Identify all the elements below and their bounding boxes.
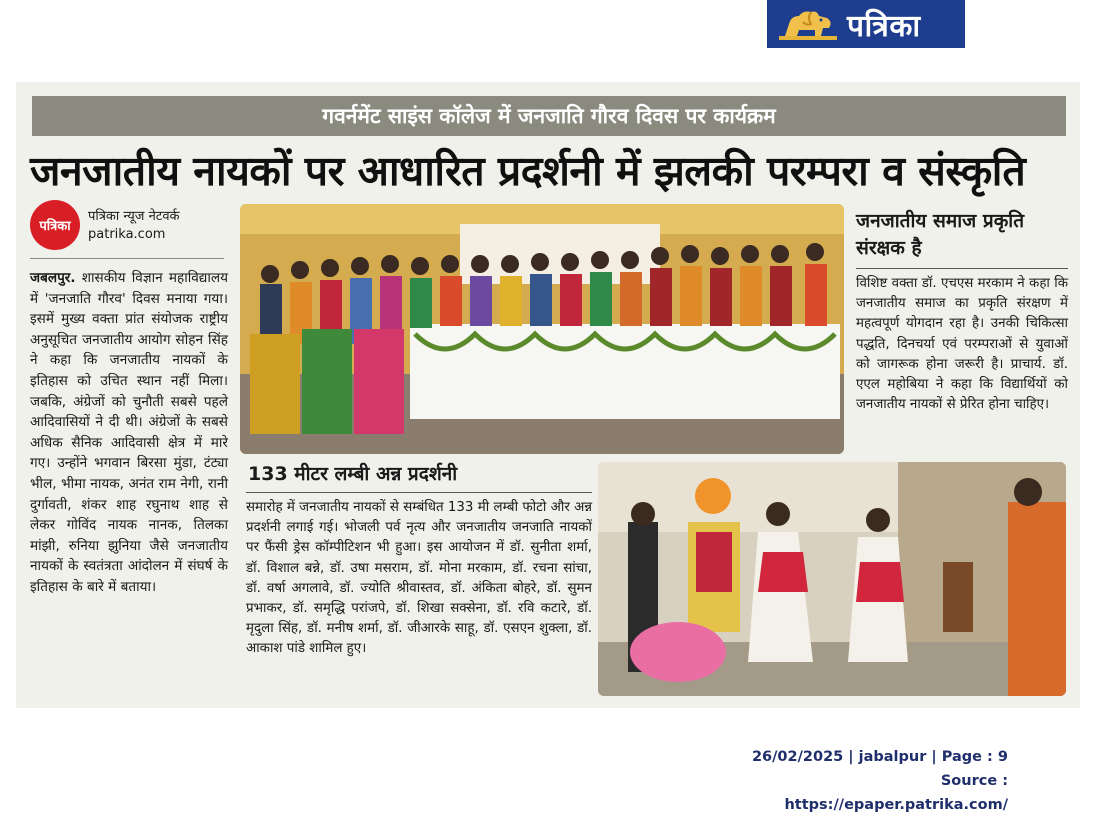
masthead-brand: पत्रिका — [847, 8, 921, 44]
group-photo-image — [240, 204, 844, 454]
patrika-logo: पत्रिका — [30, 200, 80, 250]
column-left — [30, 268, 228, 598]
side-heading: जनजातीय समाज प्रकृति संरक्षक है — [856, 210, 1025, 259]
divider — [246, 492, 592, 493]
byline-site: patrika.com — [88, 227, 166, 242]
subheading: 133 मीटर लम्बी अन्न प्रदर्शनी — [248, 463, 458, 485]
news-clipping — [16, 82, 1080, 708]
divider — [856, 268, 1068, 269]
lion-logo-icon — [777, 4, 839, 44]
edition-line: 26/02/2025 | jabalpur | Page : 9 — [751, 749, 1008, 765]
dance-photo-image — [598, 462, 1066, 696]
dateline: जबलपुर. — [30, 270, 76, 286]
headline: जनजातीय नायकों पर आधारित प्रदर्शनी में झलकी परम्परा व संस्कृति — [30, 147, 1026, 195]
column-middle: समारोह में जनजातीय नायकों से सम्बंधित 133 मी लम्बी फोटो और अन्न प्रदर्शनी लगाई गई। भोजली पर्व नृत्य और जनजातीय जनजाति नायकों पर फैंसी ड्रेस कॉम्पीटिशन भी हुआ। इस आयोजन में डॉ. सुनीता शर्मा, डॉ. विशाल बन्ने, डॉ. उषा मसराम, डॉ. मोना मरकाम, डॉ. रचना सांचा, डॉ. वर्षा अगलावे, डॉ. ज्योति श्रीवास्तव, डॉ. अंकिता बोहरे, डॉ. सुमन प्रभाकर, डॉ. समृद्धि परांजपे, डॉ. शिखा सक्सेना, डॉ. रवि कटारे, डॉ. मृदुला सिंह, डॉ. मनीष शर्मा, डॉ. जीआरके साहू, डॉ. एसएन शुक्ला, डॉ. आकाश पांडे शामिल हुए। — [246, 500, 592, 657]
group-photo — [240, 204, 844, 454]
side-body: विशिष्ट वक्ता डॉ. एचएस मरकाम ने कहा कि जनजातीय समाज का प्रकृति संरक्षण में महत्वपूर्ण योगदान रहा है। उनकी चिकित्सा पद्धति, दिनचर्या एवं परम्पराओं से युवाओं को जागरूक होना जरूरी है। प्राचार्य. डॉ. एएल महोबिया ने कहा कि विद्यार्थियों को जनजातीय नायकों से प्रेरित होना चाहिए। — [856, 276, 1068, 413]
dance-photo — [598, 462, 1066, 696]
masthead — [767, 0, 965, 48]
byline — [30, 200, 230, 250]
footer — [726, 745, 1008, 817]
divider — [30, 258, 224, 259]
byline-network: पत्रिका न्यूज नेटवर्क — [88, 209, 180, 224]
kicker: गवर्नमेंट साइंस कॉलेज में जनजाति गौरव दिवस पर कार्यक्रम — [32, 96, 1066, 136]
source-line: Source : https://epaper.patrika.com/ — [784, 773, 1008, 813]
column-left-body: शासकीय विज्ञान महाविद्यालय में 'जनजाति गौरव' दिवस मनाया गया। इसमें मुख्य वक्ता प्रांत संयोजक राष्ट्रीय अनुसूचित जनजातीय आयोग सोहन सिंह ने कहा कि जनजातीय नायकों के इतिहास को उचित स्थान नहीं मिला। जबकि, अंग्रेजों को चुनौती सबसे पहले आदिवासियों ने दी थी। अंग्रेजों के सबसे अधिक सैनिक आदिवासी क्षेत्र में मारे गए। उन्होंने भगवान बिरसा मुंडा, टंट्या भील, भीमा नायक, अनंत राम नेगी, रानी दुर्गावती, शंकर शाह रघुनाथ शाह से लेकर गोविंद नायक नानक, तिलका मांझी, रुनिया झुनिया जैसे जनजातीय नायकों के स्वतंत्रता आंदोलन में संघर्ष के इतिहास के बारे में बताया। — [30, 270, 228, 595]
